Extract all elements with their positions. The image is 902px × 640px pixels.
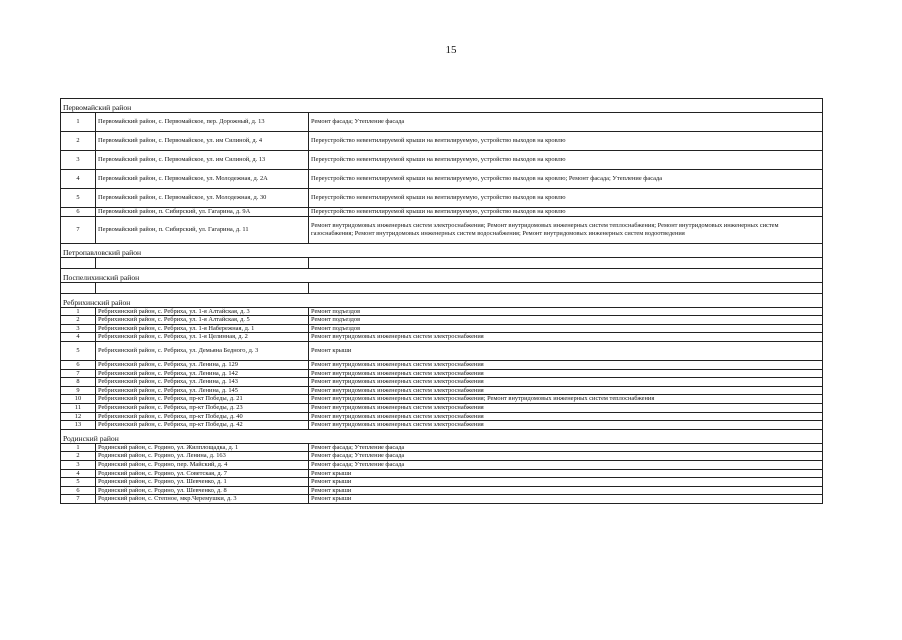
work-cell: Ремонт подъездов bbox=[309, 316, 823, 325]
table-row bbox=[61, 486, 823, 495]
row-number: 5 bbox=[61, 189, 96, 208]
row-number: 1 bbox=[61, 113, 96, 132]
work-cell: Переустройство невентилируемой крыши на вентилируемую, устройство выходов на кровлю; Ремонт фасада; Утепление фасада bbox=[309, 170, 823, 189]
district-header-row bbox=[61, 243, 823, 257]
table-row bbox=[61, 324, 823, 333]
work-cell: Ремонт крыши bbox=[309, 495, 823, 504]
row-number: 6 bbox=[61, 208, 96, 217]
address-cell: Ребрихинский район, с. Ребриха, пр-кт Победы, д. 23 bbox=[96, 403, 309, 412]
table-row bbox=[61, 113, 823, 132]
empty-cell bbox=[96, 257, 309, 268]
work-cell: Ремонт внутридомовых инженерных систем электроснабжения bbox=[309, 378, 823, 387]
district-header-row bbox=[61, 429, 823, 443]
row-number: 7 bbox=[61, 369, 96, 378]
row-number: 3 bbox=[61, 324, 96, 333]
work-cell: Переустройство невентилируемой крыши на вентилируемую, устройство выходов на кровлю bbox=[309, 151, 823, 170]
work-cell: Ремонт внутридомовых инженерных систем электроснабжения; Ремонт внутридомовых инженерных систем теплоснабжения; Ремонт внутридомовых инженерных систем газоснабжения; Ремонт внутридомовых инженерных систем водоснабжения; Ремонт внутридомовых инженерных систем водоотведения bbox=[309, 216, 823, 243]
row-number: 9 bbox=[61, 386, 96, 395]
table-row bbox=[61, 421, 823, 430]
row-number: 12 bbox=[61, 412, 96, 421]
empty-cell bbox=[96, 282, 309, 293]
address-cell: Ребрихинский район, с. Ребриха, ул. Ленина, д. 129 bbox=[96, 360, 309, 369]
address-cell: Ребрихинский район, с. Ребриха, ул. 1-я Алтайская, д. 5 bbox=[96, 316, 309, 325]
empty-cell bbox=[309, 257, 823, 268]
address-cell: Ребрихинский район, с. Ребриха, пр-кт Победы, д. 21 bbox=[96, 395, 309, 404]
address-cell: Родинский район, с. Родино, ул. Ленина, д. 163 bbox=[96, 452, 309, 461]
table-row bbox=[61, 307, 823, 316]
table-row bbox=[61, 395, 823, 404]
empty-row bbox=[61, 257, 823, 268]
work-cell: Ремонт крыши bbox=[309, 486, 823, 495]
work-cell: Ремонт внутридомовых инженерных систем электроснабжения bbox=[309, 360, 823, 369]
address-cell: Первомайский район, с. Первомайское, пер. Дорожный, д. 13 bbox=[96, 113, 309, 132]
address-cell: Ребрихинский район, с. Ребриха, ул. Ленина, д. 142 bbox=[96, 369, 309, 378]
address-cell: Первомайский район, с. Первомайское, ул. им Силиной, д. 4 bbox=[96, 132, 309, 151]
district-header-row bbox=[61, 268, 823, 282]
table-row bbox=[61, 360, 823, 369]
table-row bbox=[61, 369, 823, 378]
address-cell: Родинский район, с. Родино, ул. Жилплощадка, д. 1 bbox=[96, 443, 309, 452]
address-cell: Первомайский район, с. Первомайское, ул. им Силиной, д. 13 bbox=[96, 151, 309, 170]
address-cell: Первомайский район, п. Сибирский, ул. Гагарина, д. 9А bbox=[96, 208, 309, 217]
table-row bbox=[61, 452, 823, 461]
row-number: 2 bbox=[61, 316, 96, 325]
work-cell: Ремонт крыши bbox=[309, 469, 823, 478]
address-cell: Родинский район, с. Степное, мкр.Черемушки, д. 3 bbox=[96, 495, 309, 504]
empty-row bbox=[61, 282, 823, 293]
work-cell: Ремонт внутридомовых инженерных систем электроснабжения bbox=[309, 412, 823, 421]
address-cell: Первомайский район, с. Первомайское, ул. Молодежная, д. 2А bbox=[96, 170, 309, 189]
row-number: 5 bbox=[61, 341, 96, 360]
work-cell: Ремонт внутридомовых инженерных систем электроснабжения bbox=[309, 421, 823, 430]
table-row bbox=[61, 495, 823, 504]
row-number: 10 bbox=[61, 395, 96, 404]
address-cell: Первомайский район, с. Первомайское, ул. Молодежная, д. 30 bbox=[96, 189, 309, 208]
work-cell: Ремонт крыши bbox=[309, 478, 823, 487]
table-row bbox=[61, 170, 823, 189]
table-row bbox=[61, 478, 823, 487]
row-number: 1 bbox=[61, 307, 96, 316]
work-cell: Ремонт подъездов bbox=[309, 307, 823, 316]
work-cell: Переустройство невентилируемой крыши на вентилируемую, устройство выходов на кровлю bbox=[309, 189, 823, 208]
address-cell: Ребрихинский район, с. Ребриха, пр-кт Победы, д. 42 bbox=[96, 421, 309, 430]
work-cell: Ремонт крыши bbox=[309, 341, 823, 360]
row-number: 13 bbox=[61, 421, 96, 430]
district-header-row bbox=[61, 99, 823, 113]
row-number: 6 bbox=[61, 360, 96, 369]
district-name: Родинский район bbox=[61, 429, 823, 443]
row-number: 4 bbox=[61, 170, 96, 189]
row-number: 4 bbox=[61, 333, 96, 342]
row-number: 2 bbox=[61, 452, 96, 461]
table-row bbox=[61, 378, 823, 387]
table-body bbox=[61, 99, 823, 504]
row-number: 3 bbox=[61, 151, 96, 170]
row-number: 1 bbox=[61, 443, 96, 452]
row-number: 8 bbox=[61, 378, 96, 387]
table-row bbox=[61, 412, 823, 421]
address-cell: Родинский район, с. Родино, ул. Советская, д. 7 bbox=[96, 469, 309, 478]
row-number: 4 bbox=[61, 469, 96, 478]
table-row bbox=[61, 216, 823, 243]
district-name: Ребрихинский район bbox=[61, 293, 823, 307]
row-number: 11 bbox=[61, 403, 96, 412]
address-cell: Ребрихинский район, с. Ребриха, ул. Ленина, д. 145 bbox=[96, 386, 309, 395]
work-cell: Ремонт подъездов bbox=[309, 324, 823, 333]
work-cell: Переустройство невентилируемой крыши на вентилируемую, устройство выходов на кровлю bbox=[309, 132, 823, 151]
address-cell: Ребрихинский район, с. Ребриха, ул. Демьяна Бедного, д. 3 bbox=[96, 341, 309, 360]
empty-cell bbox=[61, 282, 96, 293]
table-row bbox=[61, 132, 823, 151]
row-number: 7 bbox=[61, 216, 96, 243]
table-row bbox=[61, 151, 823, 170]
district-name: Поспелихинский район bbox=[61, 268, 823, 282]
row-number: 2 bbox=[61, 132, 96, 151]
address-cell: Ребрихинский район, с. Ребриха, ул. 1-я Набережная, д. 1 bbox=[96, 324, 309, 333]
work-cell: Ремонт внутридомовых инженерных систем электроснабжения; Ремонт внутридомовых инженерных систем теплоснабжения bbox=[309, 395, 823, 404]
repair-program-table bbox=[60, 98, 823, 504]
work-cell: Ремонт фасада; Утепление фасада bbox=[309, 113, 823, 132]
row-number: 6 bbox=[61, 486, 96, 495]
district-name: Первомайский район bbox=[61, 99, 823, 113]
district-header-row bbox=[61, 293, 823, 307]
empty-cell bbox=[61, 257, 96, 268]
work-cell: Ремонт внутридомовых инженерных систем электроснабжения bbox=[309, 403, 823, 412]
address-cell: Родинский район, с. Родино, пер. Майский, д. 4 bbox=[96, 460, 309, 469]
table-row bbox=[61, 460, 823, 469]
work-cell: Ремонт внутридомовых инженерных систем электроснабжения bbox=[309, 333, 823, 342]
table-row bbox=[61, 386, 823, 395]
work-cell: Ремонт внутридомовых инженерных систем электроснабжения bbox=[309, 386, 823, 395]
address-cell: Ребрихинский район, с. Ребриха, ул. 1-я Алтайская, д. 3 bbox=[96, 307, 309, 316]
address-cell: Родинский район, с. Родино, ул. Шевченко, д. 1 bbox=[96, 478, 309, 487]
work-cell: Ремонт фасада; Утепление фасада bbox=[309, 443, 823, 452]
work-cell: Ремонт фасада; Утепление фасада bbox=[309, 452, 823, 461]
work-cell: Ремонт внутридомовых инженерных систем электроснабжения bbox=[309, 369, 823, 378]
table-row bbox=[61, 403, 823, 412]
table-row bbox=[61, 443, 823, 452]
row-number: 5 bbox=[61, 478, 96, 487]
table-row bbox=[61, 333, 823, 342]
address-cell: Ребрихинский район, с. Ребриха, пр-кт Победы, д. 40 bbox=[96, 412, 309, 421]
row-number: 7 bbox=[61, 495, 96, 504]
table-row bbox=[61, 208, 823, 217]
table-row bbox=[61, 341, 823, 360]
address-cell: Родинский район, с. Родино, ул. Шевченко, д. 8 bbox=[96, 486, 309, 495]
address-cell: Ребрихинский район, с. Ребриха, ул. Ленина, д. 143 bbox=[96, 378, 309, 387]
district-name: Петропавловский район bbox=[61, 243, 823, 257]
page-number: 15 bbox=[445, 44, 457, 56]
empty-cell bbox=[309, 282, 823, 293]
table-row bbox=[61, 316, 823, 325]
work-cell: Ремонт фасада; Утепление фасада bbox=[309, 460, 823, 469]
row-number: 3 bbox=[61, 460, 96, 469]
address-cell: Ребрихинский район, с. Ребриха, ул. 1-я Целинная, д. 2 bbox=[96, 333, 309, 342]
address-cell: Первомайский район, п. Сибирский, ул. Гагарина, д. 11 bbox=[96, 216, 309, 243]
table-row bbox=[61, 469, 823, 478]
table-row bbox=[61, 189, 823, 208]
work-cell: Переустройство невентилируемой крыши на вентилируемую, устройство выходов на кровлю bbox=[309, 208, 823, 217]
